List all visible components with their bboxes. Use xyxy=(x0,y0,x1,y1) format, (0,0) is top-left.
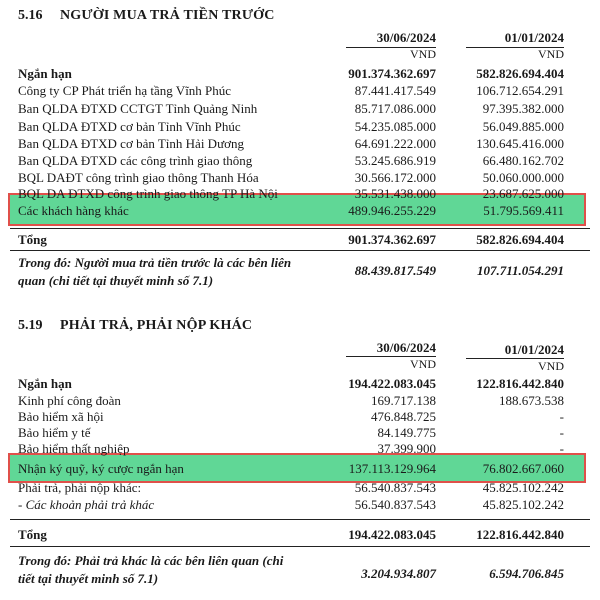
total-value: 901.374.362.697 xyxy=(348,232,436,247)
section-number: 5.19 xyxy=(18,318,43,333)
row-label: Bảo hiểm y tế xyxy=(18,425,91,440)
row-label: BQL DA ĐTXD công trình giao thông TP Hà Nội xyxy=(18,186,278,201)
table-row xyxy=(0,66,600,84)
unit-label: VND xyxy=(538,47,564,61)
table-row xyxy=(0,153,600,171)
total-divider xyxy=(10,546,590,547)
column-header-date: 01/01/2024 xyxy=(504,30,564,45)
total-value: 122.816.442.840 xyxy=(476,527,564,542)
row-label: BQL DAĐT công trình giao thông Thanh Hóa xyxy=(18,170,259,185)
row-value: 56.540.837.543 xyxy=(354,480,436,495)
note-line: quan (chi tiết tại thuyết minh số 7.1) xyxy=(18,273,214,288)
row-value: 56.049.885.000 xyxy=(482,119,564,134)
total-label: Tổng xyxy=(18,527,47,542)
row-value: 64.691.222.000 xyxy=(354,136,436,151)
note-value: 107.711.054.291 xyxy=(476,263,564,278)
row-label: Ban QLDA ĐTXD cơ bản Tỉnh Hải Dương xyxy=(18,136,244,151)
row-value: 582.826.694.404 xyxy=(476,66,564,81)
row-value: 97.395.382.000 xyxy=(482,101,564,116)
row-label: Ban QLDA ĐTXD các công trình giao thông xyxy=(18,153,253,168)
row-label: - Các khoản phải trả khác xyxy=(18,497,155,512)
row-value: 23.687.625.000 xyxy=(482,186,564,201)
column-header-date: 30/06/2024 xyxy=(376,340,436,355)
table-row xyxy=(0,497,600,515)
related-party-note xyxy=(18,552,283,588)
table-row xyxy=(0,480,600,498)
table-row xyxy=(0,83,600,101)
total-row xyxy=(0,232,600,250)
row-value: 194.422.083.045 xyxy=(348,376,436,391)
section-number: 5.16 xyxy=(18,8,43,23)
unit-label: VND xyxy=(410,47,436,61)
related-party-note xyxy=(18,254,291,290)
row-label: Ban QLDA ĐTXD CCTGT Tỉnh Quảng Ninh xyxy=(18,101,258,116)
row-value: 476.848.725 xyxy=(371,409,436,424)
total-divider xyxy=(10,250,590,251)
row-value: 50.060.000.000 xyxy=(482,170,564,185)
total-divider xyxy=(10,519,590,520)
row-value: - xyxy=(559,441,564,456)
unit-label: VND xyxy=(538,359,564,373)
note-value: 3.204.934.807 xyxy=(361,566,436,581)
row-value: 37.399.900 xyxy=(377,441,436,456)
row-value: 489.946.255.229 xyxy=(348,203,436,218)
row-label: Ngắn hạn xyxy=(18,66,72,81)
row-label: Ngắn hạn xyxy=(18,376,72,391)
row-value: 45.825.102.242 xyxy=(482,480,564,495)
row-value: 137.113.129.964 xyxy=(348,461,436,476)
row-value: 87.441.417.549 xyxy=(354,83,436,98)
table-row-highlighted xyxy=(0,203,600,221)
row-value: 45.825.102.242 xyxy=(482,497,564,512)
row-value: - xyxy=(559,425,564,440)
row-value: 188.673.538 xyxy=(499,393,564,408)
row-label: Ban QLDA ĐTXD cơ bản Tỉnh Vĩnh Phúc xyxy=(18,119,241,134)
row-value: 901.374.362.697 xyxy=(348,66,436,81)
total-label: Tổng xyxy=(18,232,47,247)
total-value: 582.826.694.404 xyxy=(476,232,564,247)
row-label: Bảo hiểm thất nghiệp xyxy=(18,441,130,456)
table-row-highlighted xyxy=(0,461,600,479)
row-value: 35.531.438.000 xyxy=(354,186,436,201)
row-label: Các khách hàng khác xyxy=(18,203,129,218)
note-value: 88.439.817.549 xyxy=(354,263,436,278)
table-row xyxy=(0,376,600,394)
row-value: 51.795.569.411 xyxy=(483,203,564,218)
table-row xyxy=(0,441,600,459)
row-value: 53.245.686.919 xyxy=(354,153,436,168)
row-value: 66.480.162.702 xyxy=(482,153,564,168)
section-title: NGƯỜI MUA TRẢ TIỀN TRƯỚC xyxy=(60,8,275,23)
row-value: 84.149.775 xyxy=(377,425,436,440)
total-value: 194.422.083.045 xyxy=(348,527,436,542)
table-row xyxy=(0,119,600,137)
unit-label: VND xyxy=(410,357,436,371)
row-label: Phải trả, phải nộp khác: xyxy=(18,480,142,495)
column-header-date: 01/01/2024 xyxy=(504,342,564,357)
note-line: Trong đó: Phải trả khác là các bên liên quan (chi xyxy=(18,553,284,568)
row-value: 54.235.085.000 xyxy=(354,119,436,134)
row-label: Bảo hiểm xã hội xyxy=(18,409,104,424)
row-value: 106.712.654.291 xyxy=(476,83,564,98)
table-row xyxy=(0,136,600,154)
total-row xyxy=(0,527,600,545)
row-value: 169.717.138 xyxy=(371,393,436,408)
row-value: 85.717.086.000 xyxy=(354,101,436,116)
note-line: Trong đó: Người mua trả tiền trước là các bên liên xyxy=(18,255,292,270)
row-value: - xyxy=(559,409,564,424)
row-value: 130.645.416.000 xyxy=(476,136,564,151)
note-line: tiết tại thuyết minh số 7.1) xyxy=(18,571,159,586)
row-label: Công ty CP Phát triển hạ tầng Vĩnh Phúc xyxy=(18,83,232,98)
note-value: 6.594.706.845 xyxy=(489,566,564,581)
section-title: PHẢI TRẢ, PHẢI NỘP KHÁC xyxy=(60,318,253,333)
table-row xyxy=(0,186,600,204)
table-row xyxy=(0,101,600,119)
row-value: 76.802.667.060 xyxy=(482,461,564,476)
total-divider xyxy=(10,228,590,229)
row-value: 30.566.172.000 xyxy=(354,170,436,185)
row-value: 56.540.837.543 xyxy=(354,497,436,512)
column-header-date: 30/06/2024 xyxy=(376,30,436,45)
row-label: Kinh phí công đoàn xyxy=(18,393,121,408)
row-value: 122.816.442.840 xyxy=(476,376,564,391)
row-label: Nhận ký quỹ, ký cược ngắn hạn xyxy=(18,461,184,476)
